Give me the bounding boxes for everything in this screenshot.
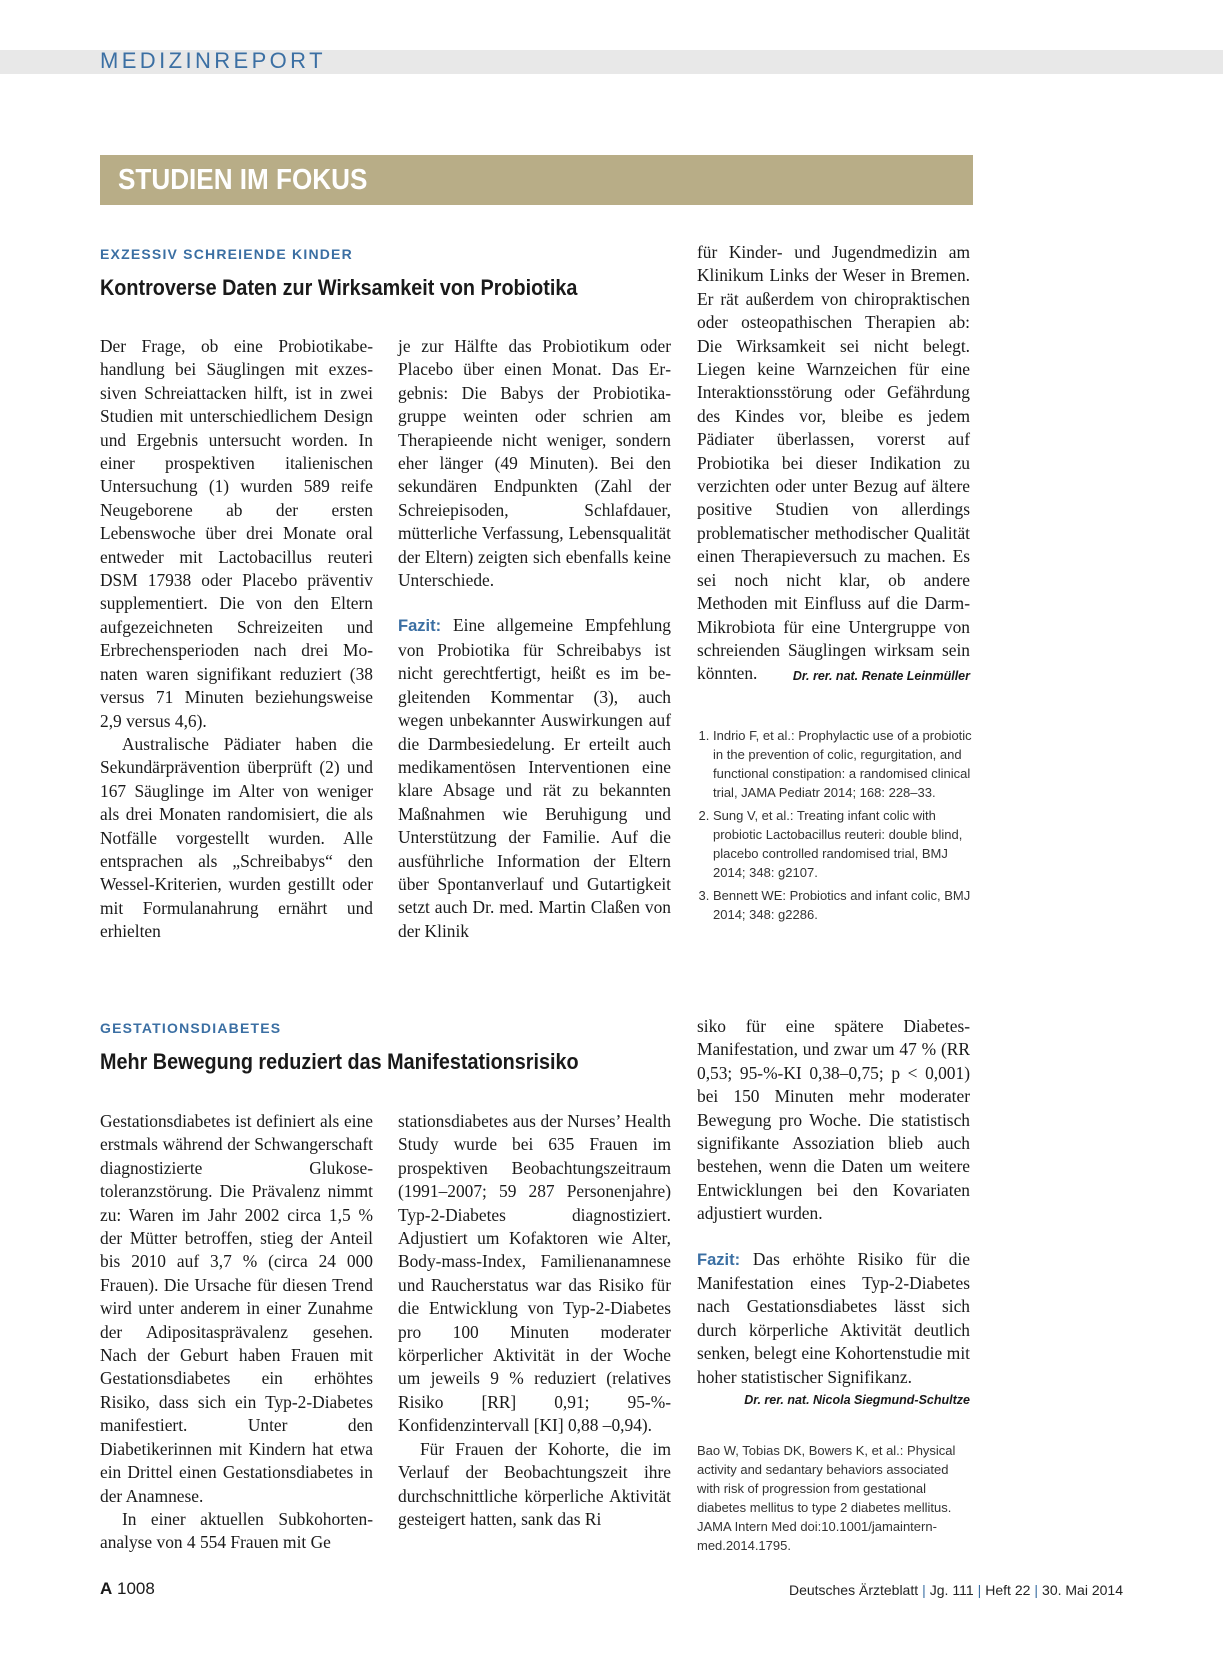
fazit-paragraph	[398, 614, 671, 943]
reference-item: 2. Sung V, et al.: Treating infant colic with probiotic Lactobacillus reuteri: double blind, placebo controlled randomised trial, BMJ 2014; 348: g2107.	[713, 806, 972, 882]
reference-item: 3. Bennett WE: Probiotics and infant colic, BMJ 2014; 348: g2286.	[713, 886, 972, 924]
article1-headline: Kontroverse Daten zur Wirksamkeit von Probiotika	[100, 275, 578, 300]
article2-kicker: GESTATIONSDIABETES	[100, 1020, 282, 1036]
paragraph: Der Frage, ob eine Probiotikabehandlung bei Säuglingen mit exzessiven Schreiattacken hilft, ist in zwei Studien mit unterschiedlichem Design und Ergebnis untersucht worden. In einer prospektiven italienischen Untersuchung (1) wurden 589 reife Neugeborene ab der ersten Lebenswoche über drei Monate oral entweder mit Lactobacillus reuteri DSM 17938 oder Placebo präventiv supplementiert. Die von den Eltern aufgezeichneten Schreizeiten und Erbrechensperioden nach drei Monaten waren signifikant reduziert (38 versus 71 Minuten beziehungsweise 2,9 versus 4,6).	[100, 336, 373, 731]
page-number-value: 1008	[117, 1579, 155, 1598]
paragraph: siko für eine spätere Diabetes-Manifestation, und zwar um 47 % (RR 0,53; 95-%-KI 0,38–0,75; p < 0,001) bei 150 Minuten mehr moderater Bewegung pro Woche. Die statistisch signifikante Assoziation blieb auch bestehen, wenn die Daten um weitere Entwicklungen bei den Kovariaten adjustiert wurden.	[697, 1016, 970, 1224]
page-number	[100, 1579, 155, 1599]
author: Dr. rer. nat. Nicola Siegmund-Schultze	[744, 1393, 970, 1408]
article1-column-3	[697, 241, 970, 689]
fazit-label: Fazit:	[398, 617, 442, 636]
separator: |	[922, 1582, 926, 1598]
paragraph	[697, 241, 970, 686]
banner-title: STUDIEN IM FOKUS	[118, 164, 368, 196]
paragraph: Australische Pädiater haben die Sekundärprävention überprüft (2) und 167 Säuglinge im Alter von weniger als drei Monaten randomisiert, die als Notfälle vorgestellt wurden. Alle entsprachen als „Schreibabys“ den Wessel-Kriterien, wurden gestillt oder mit Formulanahrung ernährt und erhielten	[100, 733, 373, 942]
article1-references	[697, 726, 972, 928]
issue: Heft 22	[985, 1582, 1031, 1598]
separator: |	[977, 1582, 982, 1598]
page-prefix: A	[100, 1579, 113, 1598]
paragraph-text: für Kinder- und Jugendmedizin am Klinikum Links der Weser in Bremen. Er rät außerdem von chiropraktischen oder osteopathischen Therapien ab: Die Wirksamkeit sei nicht belegt. Liegen keine Warnzeichen für eine Interaktionsstörung oder Gefährdung des Kindes vor, bleibe es jedem Pädiater überlassen, vorerst auf Probiotika bei dieser Indikation zu verzichten oder unter Bezug auf ältere positive Studien von allerdings problematischer methodischer Qualität einen Therapieversuch zu machen. Es sei noch nicht klar, ob andere Methoden mit Einfluss auf die Darm-Mikrobiota für eine Untergruppe von schreienden Säuglingen wirksam sein könnten.	[697, 242, 970, 684]
fazit-text: Eine allgemeine Empfehlung von Probiotika für Schreibabys ist nicht gerechtfertigt, heißt es im begleitenden Kommentar (3), auch wegen unbekannter Auswirkungen auf die Darmbesiedelung. Er erteilt auch medikamentösen Interventionen eine klare Absage und rät zu bekannten Maßnahmen wie Beruhigung und Unterstützung der Familie. Auf die ausführliche Information der Eltern über Spontanverlauf und Gutartigkeit setzt auch Dr. med. Martin Claßen von der Klinik	[398, 615, 671, 941]
author: Dr. rer. nat. Renate Leinmüller	[792, 669, 970, 684]
volume: Jg. 111	[929, 1582, 974, 1598]
reference-item: 1. Indrio F, et al.: Prophylactic use of a probiotic in the prevention of colic, regurgitation, and functional constipation: a randomised clinical trial, JAMA Pediatr 2014; 168: 228–33.	[713, 726, 972, 802]
section-banner	[100, 155, 973, 205]
journal-name: Deutsches Ärzteblatt	[788, 1582, 919, 1598]
paragraph: Für Frauen der Kohorte, die im Verlauf der Beobachtungszeit ihre durchschnittliche körperliche Aktivität gesteigert hatten, sank das Ri	[398, 1438, 671, 1529]
article2-headline: Mehr Bewegung reduziert das Manifestationsrisiko	[100, 1049, 579, 1074]
paragraph: Gestationsdiabetes ist definiert als eine erstmals während der Schwangerschaft diagnostizierte Glukosetoleranzstörung. Die Prävalenz nimmt zu: Waren im Jahr 2002 circa 1,5 % der Mütter betroffen, stieg der Anteil bis 2010 auf 3,7 % (circa 24 000 Frauen). Die Ursache für diesen Trend wird unter anderem in einer Zunahme der Adipositasprävalenz gesehen. Nach der Geburt haben Frauen mit Gestationsdiabetes ein erhöhtes Risiko, dass sich ein Typ-2-Diabetes manifestiert. Unter den Diabetikerinnen mit Kindern hat etwa ein Drittel einen Gestationsdiabetes in der Anamnese.	[100, 1111, 373, 1506]
date: 30. Mai 2014	[1042, 1582, 1123, 1598]
article1-column-2	[398, 335, 671, 943]
article1-kicker: EXZESSIV SCHREIENDE KINDER	[100, 246, 353, 262]
fazit-paragraph	[697, 1248, 970, 1389]
paragraph: stationsdiabetes aus der Nurses’ Health Study wurde bei 635 Frauen im prospektiven Beobachtungszeitraum (1991–2007; 59 287 Personenjahre) Typ-2-Diabetes diagnostiziert. Adjustiert um Kofaktoren wie Alter, Body-mass-Index, Familienanamnese und Raucherstatus war das Risiko für die Entwicklung von Typ-2-Diabetes pro 100 Minuten moderater körperlicher Aktivität in der Woche um jeweils 9 % reduziert (relatives Risiko [RR] 0,91; 95-%-Konfidenzintervall [KI] 0,88 –0,94).	[398, 1111, 671, 1436]
journal-info	[789, 1582, 1123, 1598]
article2-column-1	[100, 1110, 373, 1555]
article1-column-1	[100, 335, 373, 944]
article2-reference: Bao W, Tobias DK, Bowers K, et al.: Physical activity and sedantary behaviors associated with risk of progression from gestational diabetes mellitus to type 2 diabetes mellitus. JAMA Intern Med doi:10.1001/jamainternmed.2014.1795.	[697, 1443, 956, 1553]
fazit-label: Fazit:	[697, 1250, 741, 1269]
section-label: MEDIZINREPORT	[100, 48, 326, 73]
paragraph: In einer aktuellen Subkohortenanalyse von 4 554 Frauen mit Ge	[100, 1508, 373, 1553]
paragraph: je zur Hälfte das Probiotikum oder Placebo über einen Monat. Das Ergebnis: Die Babys der Probiotikagruppe weinten oder schrien am Therapieende nicht weniger, sondern eher länger (49 Minuten). Bei den sekundären Endpunkten (Zahl der Schreiepisoden, Schlafdauer, mütterliche Verfassung, Lebensqualität der Eltern) zeigten sich ebenfalls keine Unterschiede.	[398, 336, 671, 591]
article2-column-2	[398, 1110, 671, 1531]
article2-column-3	[697, 1015, 970, 1413]
separator: |	[1034, 1582, 1039, 1598]
fazit-text: Das erhöhte Risiko für die Manifestation eines Typ-2-Diabetes nach Gestationsdiabetes lässt sich durch körperliche Aktivität deutlich senken, belegt eine Kohortenstudie mit hoher statistischer Signifikanz.	[697, 1248, 970, 1387]
